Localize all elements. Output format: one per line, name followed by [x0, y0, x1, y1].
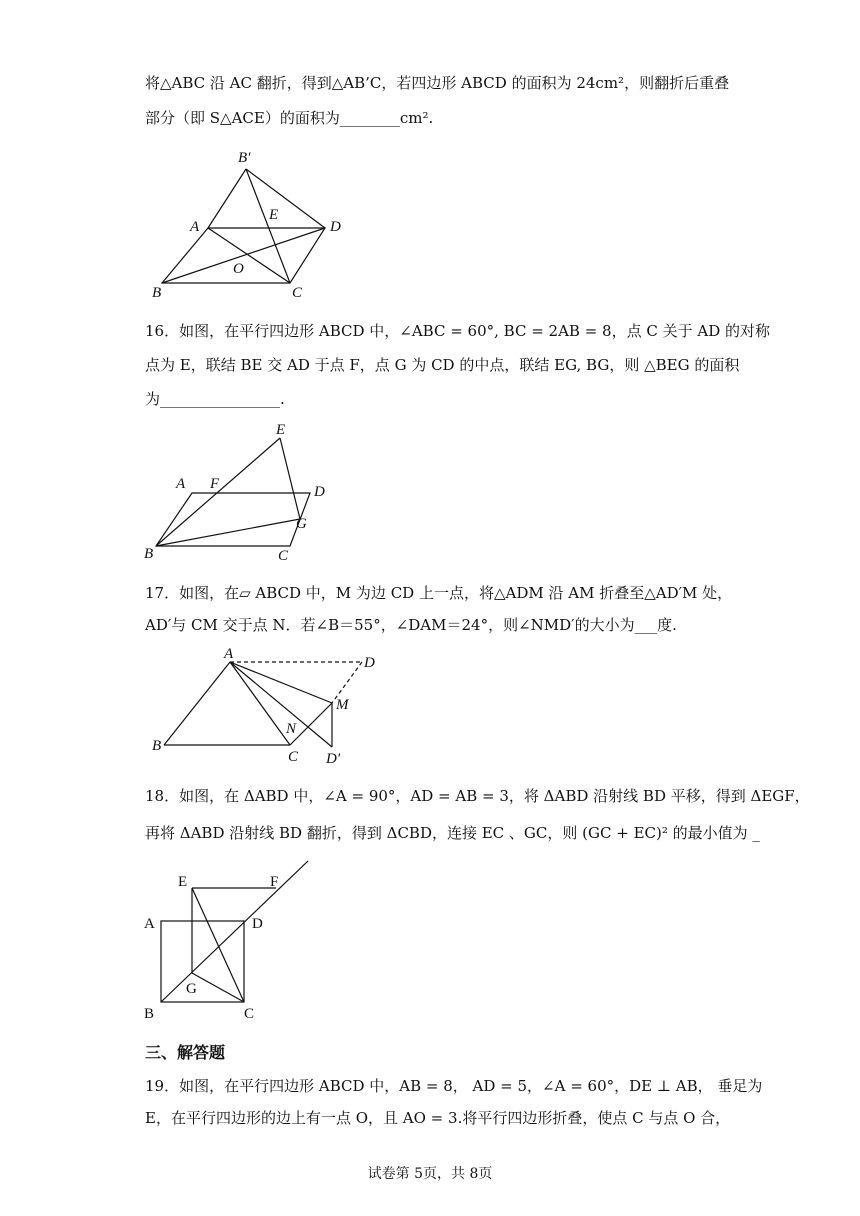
q18-label-b: B: [144, 1006, 155, 1022]
q17-label-a: A: [224, 646, 234, 662]
q17-seg-ab: [164, 662, 230, 745]
q15-text-line1: 将△ABC 沿 AC 翻折，得到△AB’C，若四边形 ABCD 的面积为 24cm²，则翻折后重叠: [145, 74, 730, 92]
q15-label-c: C: [292, 285, 303, 301]
q17-figure: [140, 645, 390, 770]
q15-label-o: O: [233, 261, 244, 277]
q16-label-d: D: [314, 484, 325, 500]
section-title-answer-questions: 三、解答题: [145, 1043, 226, 1062]
q15-seg-ab-prime: [208, 169, 246, 228]
q17-seg-ad-prime: [230, 662, 332, 747]
q15-text-line2: 部分（即 S△ACE）的面积为________cm².: [145, 109, 434, 127]
q17-seg-mc: [290, 703, 332, 745]
q16-text-line1: 16．如图，在平行四边形 ABCD 中，∠ABC = 60°, BC = 2AB = 8，点 C 关于 AD 的对称: [145, 322, 771, 340]
q18-label-a: A: [144, 916, 155, 932]
q16-text-line2: 点为 E，联结 BE 交 AD 于点 F，点 G 为 CD 的中点，联结 EG, BG，则 △BEG 的面积: [145, 356, 740, 374]
q15-label-b-prime: B′: [238, 150, 251, 166]
q17-label-n: N: [286, 721, 297, 737]
q18-label-e: E: [178, 874, 188, 890]
q16-label-a: A: [176, 476, 186, 492]
q18-text-line1: 18．如图，在 ΔABD 中，∠A = 90°，AD = AB = 3，将 ΔABD 沿射线 BD 平移，得到 ΔEGF，: [145, 787, 810, 805]
q17-label-m: M: [336, 697, 349, 713]
q17-text-line2: AD′与 CM 交于点 N．若∠B＝55°，∠DAM＝24°，则∠NMD′的大小为___度.: [145, 616, 677, 634]
q15-label-e: E: [269, 207, 279, 223]
q19-text-line1: 19．如图，在平行四边形 ABCD 中，AB = 8， AD = 5，∠A = 60°，DE ⊥ AB， 垂足为: [145, 1077, 763, 1095]
q18-label-g: G: [186, 981, 197, 997]
q17-label-c: C: [288, 749, 299, 765]
q17-text-line1: 17．如图，在▱ ABCD 中，M 为边 CD 上一点，将△ADM 沿 AM 折叠至△AD′M 处，: [145, 584, 733, 602]
q18-label-d: D: [252, 916, 263, 932]
q16-label-f: F: [210, 476, 220, 492]
q18-seg-gc: [192, 973, 244, 1002]
q18-figure: [140, 855, 340, 1025]
q16-seg-be: [156, 438, 280, 546]
q18-label-c: C: [244, 1006, 255, 1022]
q17-label-d-prime: D′: [326, 751, 341, 767]
q15-seg-ac: [208, 228, 290, 283]
q15-label-a: A: [190, 219, 200, 235]
q18-text-line2: 再将 ΔABD 沿射线 BD 翻折，得到 ΔCBD，连接 EC 、GC，则 (GC + EC)² 的最小值为 _: [145, 824, 760, 842]
q17-label-b: B: [152, 738, 162, 754]
q17-label-d: D: [364, 655, 375, 671]
q15-label-b: B: [152, 285, 162, 301]
q16-seg-eg: [280, 438, 300, 519]
q16-parallelogram-abcd: [156, 493, 310, 546]
q16-text-line3: 为________________.: [145, 390, 285, 408]
q19-text-line2: E，在平行四边形的边上有一点 O，且 AO = 3.将平行四边形折叠，使点 C 与点 O 合，: [145, 1109, 731, 1127]
q18-label-f: F: [270, 874, 279, 890]
q15-label-d: D: [330, 219, 341, 235]
q16-label-g: G: [296, 516, 307, 532]
q15-figure: [140, 145, 360, 305]
page-footer: 试卷第 5页，共 8页: [367, 1166, 493, 1182]
q16-seg-bg: [156, 519, 300, 546]
q16-figure: [140, 418, 360, 568]
q16-label-b: B: [144, 546, 154, 562]
q18-seg-ec: [192, 888, 244, 1002]
q16-label-e: E: [276, 422, 286, 438]
q16-label-c: C: [278, 548, 289, 564]
